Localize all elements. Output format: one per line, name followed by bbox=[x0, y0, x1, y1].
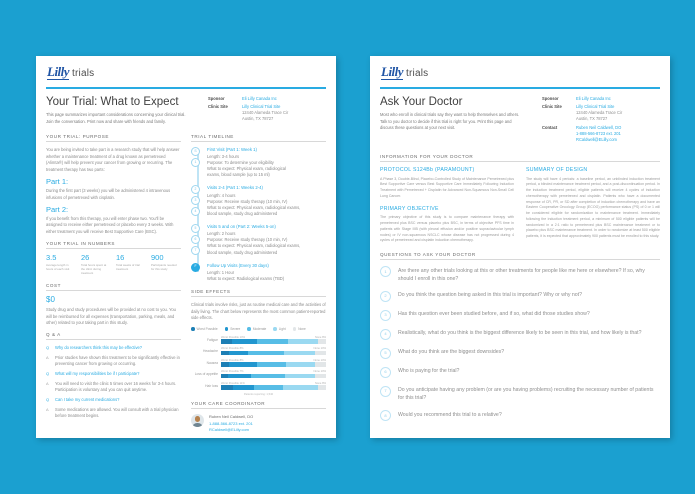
coordinator-name: Ruben Neil Caldwell, DO bbox=[209, 414, 254, 420]
timeline-dot-icon[interactable]: F bbox=[191, 263, 200, 272]
qa-text: You will need to visit the clinic 5 times over 16 weeks for 3-4 hours. Participation is voluntary and you can quit anytime. bbox=[55, 380, 177, 393]
page2-right-column bbox=[526, 167, 660, 250]
meta-row-clinic-site bbox=[542, 104, 660, 122]
question-number-icon: 6 bbox=[380, 367, 391, 378]
section-heading-coordinator: YOUR CARE COORDINATOR bbox=[191, 401, 326, 409]
timeline-group bbox=[194, 146, 326, 179]
chart-row bbox=[191, 347, 326, 355]
page-subtitle: This page summarizes important considerations concerning your clinical trial. Join the conversation. Print now and share with friends and family. bbox=[46, 112, 186, 124]
legend-label: Severe bbox=[230, 326, 241, 331]
chart-row bbox=[191, 359, 326, 367]
meta-key: Contact bbox=[542, 124, 558, 130]
timeline-dot-icon[interactable]: S bbox=[191, 147, 200, 156]
timeline-title: Visits 2-4 (Part 1: Weeks 2-4) bbox=[207, 185, 263, 191]
page1-right-column bbox=[191, 134, 326, 433]
timeline-line: Length: 4 hours bbox=[207, 192, 236, 198]
timeline-dot-icon[interactable]: 7 bbox=[191, 246, 200, 255]
section-heading-timeline: TRIAL TIMELINE bbox=[191, 134, 326, 142]
timeline-line: What to expect: Physical exam, radiological exams, bbox=[207, 204, 301, 210]
qa-answer bbox=[46, 381, 181, 394]
lilly-wordmark: Lilly bbox=[381, 64, 404, 79]
timeline-line: What to expect: Physical exam, radiological exams, bbox=[207, 243, 301, 249]
meta-email[interactable]: RCaldwell@ELilly.com bbox=[576, 136, 617, 142]
legend-item[interactable] bbox=[247, 327, 266, 331]
chart-segment bbox=[232, 339, 257, 344]
chart-cap-left: Worst Possible 8% bbox=[221, 358, 244, 362]
question-text: Would you recommend this trial to a relative? bbox=[398, 411, 502, 418]
document-page-1 bbox=[36, 56, 336, 438]
question-text: Who is paying for the trial? bbox=[398, 368, 460, 375]
lilly-trials-logo bbox=[381, 65, 660, 80]
lilly-trials-logo bbox=[47, 65, 326, 80]
meta-line: Austin, TX 78727 bbox=[242, 116, 274, 122]
question-number-icon: 7 bbox=[380, 386, 391, 397]
protocol-heading: PROTOCOL S124Bb (PARAMOUNT) bbox=[380, 166, 475, 173]
stat-label: Total hours spent at the clinic during treatment bbox=[81, 263, 107, 276]
timeline-group bbox=[194, 262, 326, 282]
qa-question bbox=[46, 397, 181, 403]
qa-text: Can I take my current medications? bbox=[55, 397, 120, 403]
timeline-line: Length: 2 hours bbox=[207, 231, 236, 237]
timeline-title: Visits 5 and on (Part 2: Weeks 5-on) bbox=[207, 224, 276, 230]
qa-marker: A bbox=[46, 407, 49, 412]
chart-segment bbox=[248, 351, 284, 356]
meta-row-clinic-site bbox=[208, 104, 326, 122]
question-row bbox=[380, 367, 660, 378]
summary-body: The study will have 4 periods: a baseline period, an unblinded induction treatment period, a blinded maintenance treatment period, and a post-discontinuation period. In the induction treatment period, eligible patients will receive 4 cycles of induction chemotherapy with pemetrexed and cisplatin. Patients who have a documented response of CR, PR, or SD after completion of induction chemotherapy and have an Eastern Cooperative Oncology Group (ECOG) performance status (PS) of 0 or 1 will be considered eligible for randomization to maintenance treatment. Immediately following the induction treatment period, a minimum of 500 eligible patients will be randomized in a 2:1 ratio to pemetrexed plus BSC maintenance treatment or to placebo plus BSC maintenance treatment. In order to randomize at least 500 eligible patients, it is expected that approximately 900 patients must be enrolled to this study. bbox=[526, 176, 660, 239]
timeline-line: What to expect: Physical exam, radiological bbox=[207, 166, 286, 172]
qa-marker: A bbox=[46, 380, 49, 386]
question-number-icon: 8 bbox=[380, 410, 391, 421]
timeline-line: Purpose: Receive study therapy (10 min, IV) bbox=[207, 237, 288, 243]
meta-row-contact bbox=[542, 125, 660, 143]
coordinator-email[interactable]: RCaldwell@ELilly.com bbox=[209, 426, 249, 432]
part2-heading: Part 2: bbox=[46, 205, 69, 215]
stat-cell bbox=[116, 254, 145, 276]
question-row bbox=[380, 266, 660, 283]
timeline-line: blood sample, study drug administered bbox=[207, 210, 278, 216]
timeline-line: exams, blood sample (up to 15 ml) bbox=[207, 172, 270, 178]
stat-value: 900 bbox=[151, 252, 164, 262]
side-effects-chart bbox=[191, 336, 326, 397]
chart-bar bbox=[221, 362, 326, 367]
chart-legend bbox=[191, 327, 326, 331]
side-effects-intro: Clinical trials involve risks, just as routine medical care and the activities of daily living. The chart below represents the most common patient-reported side effects. bbox=[191, 301, 326, 321]
timeline-title: First Visit (Part 1: Week 1) bbox=[207, 146, 257, 152]
stat-value: 26 bbox=[81, 252, 90, 262]
qa-marker: A bbox=[46, 354, 49, 360]
legend-swatch bbox=[293, 327, 297, 331]
qa-answer bbox=[46, 355, 181, 368]
chart-cap-left: Worst Possible 7% bbox=[221, 370, 244, 374]
chart-bar bbox=[221, 385, 326, 390]
objective-body: The primary objective of this study is to compare maintenance therapy with pemetrexed plus BSC versus placebo plus BSC, in terms of objective PFS time in patients with Stage IIIB (with pleural effusion and/or positive supraclavicular lymph nodes) or IV non-squamous NSCLC whose disease has not progressed during 4 cycles of pemetrexed and cisplatin induction chemotherapy. bbox=[380, 215, 514, 243]
stat-value: 3.5 bbox=[46, 252, 57, 262]
stat-cell bbox=[81, 254, 110, 276]
page1-header-row bbox=[46, 96, 326, 125]
chart-segment bbox=[251, 374, 285, 379]
header-rule bbox=[46, 87, 326, 89]
question-row bbox=[380, 386, 660, 403]
chart-segment bbox=[315, 362, 326, 367]
trials-wordmark: trials bbox=[406, 68, 429, 79]
chart-segment bbox=[288, 339, 317, 344]
stat-label: Average length in hours of each visit bbox=[46, 263, 70, 272]
meta-link[interactable]: Eli Lilly Canada Inc bbox=[576, 96, 611, 101]
stat-value: 16 bbox=[116, 252, 125, 262]
chart-row bbox=[191, 382, 326, 390]
chart-segment bbox=[221, 374, 228, 379]
trial-meta-block bbox=[208, 96, 326, 125]
question-number-icon: 4 bbox=[380, 329, 391, 340]
legend-label: Moderate bbox=[252, 326, 267, 331]
cost-body: Study drug and study procedures will be provided at no cost to you. You will be reimbursed for all expenses (transportation, parking, meals, and other) related to your taking part in this study. bbox=[46, 307, 176, 326]
timeline-group bbox=[194, 185, 326, 217]
timeline-dots bbox=[191, 147, 200, 167]
qa-answer bbox=[46, 407, 181, 420]
timeline-title: Follow Up Visits (Every 30 days) bbox=[207, 262, 269, 268]
timeline-dot-icon[interactable]: 6 bbox=[191, 235, 200, 244]
qa-text: What will my responsibilities be if I participate? bbox=[55, 371, 140, 377]
question-text: Do you think the question being asked in this trial is important? Why or why not? bbox=[398, 292, 582, 299]
chart-segment bbox=[318, 339, 326, 344]
qa-marker: Q bbox=[46, 345, 50, 351]
stat-label: Total weeks of trial treatment bbox=[116, 263, 140, 272]
chart-row-label: Headache bbox=[202, 349, 218, 354]
chart-segment bbox=[318, 385, 326, 390]
chart-cap-left: Worst Possible 8% bbox=[221, 347, 244, 351]
chart-row-label: Hair loss bbox=[205, 383, 218, 388]
section-heading-side-effects: SIDE EFFECTS bbox=[191, 289, 326, 297]
chart-segment bbox=[257, 362, 286, 367]
question-text: Are there any other trials looking at this or other treatments for people like me here or elsewhere? If so, why should I enroll in this one? bbox=[398, 267, 645, 282]
chart-cap-left: Worst Possible 10% bbox=[221, 335, 245, 339]
legend-swatch bbox=[191, 327, 195, 331]
legend-swatch bbox=[247, 327, 251, 331]
qa-question bbox=[46, 371, 181, 377]
chart-segment bbox=[221, 385, 233, 390]
timeline-dots bbox=[191, 263, 200, 272]
summary-heading: SUMMARY OF DESIGN bbox=[526, 166, 588, 173]
meta-key: Sponsor bbox=[208, 96, 225, 101]
question-number-icon: 3 bbox=[380, 310, 391, 321]
chart-segment bbox=[228, 374, 251, 379]
timeline-dots bbox=[191, 224, 200, 255]
timeline-line: Purpose: To determine your eligibility bbox=[207, 160, 274, 166]
meta-row-sponsor bbox=[208, 96, 326, 102]
section-heading-qa: Q & A bbox=[46, 332, 181, 340]
legend-swatch bbox=[225, 327, 229, 331]
chart-segment bbox=[221, 351, 229, 356]
page2-columns bbox=[380, 167, 660, 250]
timeline-line: Length: 3-4 hours bbox=[207, 153, 240, 159]
chart-footnote: Patients reporting: 1,540 bbox=[243, 393, 274, 397]
timeline-dot-icon[interactable]: 5 bbox=[191, 224, 200, 233]
legend-swatch bbox=[273, 327, 277, 331]
chart-segment bbox=[284, 351, 316, 356]
question-number-icon: 1 bbox=[380, 266, 391, 277]
page2-header-row bbox=[380, 96, 660, 145]
page-title: Ask Your Doctor bbox=[380, 96, 463, 108]
chart-row bbox=[191, 370, 326, 378]
stat-cell bbox=[151, 254, 180, 276]
question-number-icon: 2 bbox=[380, 291, 391, 302]
chart-bar bbox=[221, 339, 326, 344]
stat-cell bbox=[46, 254, 75, 276]
chart-segment bbox=[257, 339, 289, 344]
meta-link[interactable]: Ruben Neil Caldwell, DO bbox=[576, 124, 622, 130]
cost-value: $0 bbox=[46, 295, 55, 305]
timeline-dot-icon[interactable]: 1 bbox=[191, 158, 200, 167]
chart-bar bbox=[221, 374, 326, 379]
timeline-line: Length: 1 Hour bbox=[207, 269, 235, 275]
chart-segment bbox=[286, 362, 315, 367]
chart-segment bbox=[315, 351, 326, 356]
trial-meta-block bbox=[542, 96, 660, 145]
part1-heading: Part 1: bbox=[46, 177, 69, 187]
meta-key: Clinic Site bbox=[208, 104, 228, 110]
qa-text: Prior studies have shown this treatment to be significantly effective in preventing cancer from growing or occurring. bbox=[55, 354, 180, 367]
chart-segment bbox=[229, 362, 256, 367]
legend-item[interactable] bbox=[273, 327, 285, 331]
meta-link[interactable]: Eli Lilly Canada Inc bbox=[242, 96, 277, 101]
timeline-dot-icon[interactable]: 2 bbox=[191, 185, 200, 194]
chart-cap-left: Worst Possible 11% bbox=[221, 381, 245, 385]
chart-row bbox=[191, 336, 326, 344]
timeline-line: Purpose: Receive study therapy (10 min, IV) bbox=[207, 198, 288, 204]
objective-heading: PRIMARY OBJECTIVE bbox=[380, 205, 439, 212]
question-text: Realistically, what do you think is the biggest difference likely to be seen in this trial, and how likely is that? bbox=[398, 330, 642, 337]
timeline-group bbox=[194, 224, 326, 256]
coordinator-phone[interactable]: 1-888-566-8723 ext. 201 bbox=[209, 420, 253, 426]
section-heading-doctor-info: INFORMATION FOR YOUR DOCTOR bbox=[380, 154, 660, 162]
legend-label: None bbox=[298, 326, 306, 331]
question-text: Has this question ever been studied before, and if so, what did those studies show? bbox=[398, 311, 590, 318]
header-rule bbox=[380, 87, 660, 89]
chart-segment bbox=[221, 339, 232, 344]
page2-left-column bbox=[380, 167, 514, 250]
qa-marker: Q bbox=[46, 397, 50, 403]
chart-segment bbox=[285, 374, 315, 379]
timeline-line: blood sample, study drug administered bbox=[207, 249, 278, 255]
section-heading-purpose: YOUR TRIAL: PURPOSE bbox=[46, 134, 181, 142]
legend-item[interactable] bbox=[225, 327, 241, 331]
document-page-2 bbox=[370, 56, 670, 438]
question-text: Do you anticipate having any problem (or are you having problems) recruiting the necessary number of patients for this trial? bbox=[398, 387, 654, 402]
page1-columns bbox=[46, 134, 326, 433]
protocol-body: A Phase 3, Double-Blind, Placebo-Controlled Study of Maintenance Pemetrexed plus Best Supportive Care versus Best Supportive Care Immediately Following Induction Treatment with Pemetrexed + Cisplatin for Advanced Non-Squamous Non-Small Cell Lung Cancer. bbox=[380, 176, 514, 198]
qa-text: Some medications are allowed. You will consult with a trial physician before treatment begins. bbox=[55, 407, 179, 419]
page1-left-column bbox=[46, 134, 181, 433]
question-row bbox=[380, 310, 660, 321]
chart-segment bbox=[233, 385, 254, 390]
chart-bar bbox=[221, 351, 326, 356]
part1-body: During the first part (3 weeks) you will be administered 4 intravenous infusions of pemetrexed with cisplatin. bbox=[46, 187, 171, 200]
chart-segment bbox=[229, 351, 248, 356]
care-coordinator bbox=[191, 414, 326, 433]
meta-row-sponsor bbox=[542, 96, 660, 102]
meta-phone[interactable]: 1-888-566-8723 ext. 201 bbox=[576, 130, 621, 136]
legend-item[interactable] bbox=[191, 327, 218, 331]
trial-numbers-strip bbox=[46, 254, 181, 276]
question-row bbox=[380, 291, 660, 302]
question-row bbox=[380, 410, 660, 421]
meta-link[interactable]: Lilly Clinical Trial Site bbox=[576, 104, 615, 110]
purpose-intro: You are being invited to take part in a research study that will help answer whether a maintenance treatment of a drug known as pemetrexed (Alimta®) will help prevent your cancer from growing or recurring. The treatment therapy has two parts: bbox=[46, 146, 180, 172]
page-subtitle: Most who enroll in clinical trials say they want to help themselves and others. Talk to you doctor to decide if this trial is right for you. Print this page and discuss these questions at your next visit. bbox=[380, 112, 520, 130]
chart-cap-right: None 8% bbox=[314, 335, 326, 339]
legend-label: Light bbox=[278, 326, 286, 331]
chart-cap-right: None 10% bbox=[313, 347, 326, 351]
meta-key: Sponsor bbox=[542, 96, 559, 101]
chart-cap-right: None 8% bbox=[314, 381, 326, 385]
trials-wordmark: trials bbox=[72, 68, 95, 79]
chart-row-label: Loss of appetite bbox=[194, 372, 218, 377]
chart-cap-right: None 10% bbox=[313, 358, 326, 362]
meta-key: Clinic Site bbox=[542, 104, 562, 110]
section-heading-questions: QUESTIONS TO ASK YOUR DOCTOR bbox=[380, 252, 660, 260]
chart-segment bbox=[315, 374, 326, 379]
chart-row-label: Nausea bbox=[206, 360, 218, 365]
chart-segment bbox=[254, 385, 283, 390]
question-text: What do you think are the biggest downsides? bbox=[398, 349, 505, 356]
lilly-wordmark: Lilly bbox=[47, 64, 70, 79]
timeline-dot-icon[interactable]: 4 bbox=[191, 207, 200, 216]
page-title: Your Trial: What to Expect bbox=[46, 96, 179, 108]
chart-row-label: Fatigue bbox=[207, 337, 218, 342]
legend-label: Worst Possible bbox=[196, 326, 218, 331]
qa-text: Why do researchers think this may be effective? bbox=[55, 345, 143, 351]
questions-list bbox=[380, 266, 660, 421]
meta-line: 12440 Alameda Trace Cir bbox=[242, 110, 289, 116]
timeline-dot-icon[interactable]: 3 bbox=[191, 196, 200, 205]
meta-line: Austin, TX 78727 bbox=[576, 116, 608, 122]
section-heading-numbers: YOUR TRIAL IN NUMBERS bbox=[46, 241, 181, 249]
qa-question bbox=[46, 345, 181, 351]
question-row bbox=[380, 348, 660, 359]
meta-line: 12440 Alameda Trace Cir bbox=[576, 110, 623, 116]
meta-link[interactable]: Lilly Clinical Trial Site bbox=[242, 104, 281, 110]
legend-item[interactable] bbox=[293, 327, 306, 331]
section-heading-cost: COST bbox=[46, 283, 181, 291]
chart-segment bbox=[283, 385, 318, 390]
stat-label: Participants needed for this study bbox=[151, 263, 177, 272]
chart-cap-right: None 10% bbox=[313, 370, 326, 374]
qa-marker: Q bbox=[46, 371, 50, 377]
trial-timeline bbox=[191, 147, 326, 282]
timeline-dots bbox=[191, 185, 200, 216]
timeline-line: What to expect: Radiological exams (TBD) bbox=[207, 275, 285, 281]
question-number-icon: 5 bbox=[380, 348, 391, 359]
question-row bbox=[380, 329, 660, 340]
avatar bbox=[191, 414, 204, 427]
chart-segment bbox=[221, 362, 229, 367]
part2-body: If you benefit from this therapy, you will enter phase two. You'll be assigned to receive either pemetrexed or placebo every 3 weeks. With either treatment you will receive Best Supportive Care (BSC). bbox=[46, 215, 174, 234]
